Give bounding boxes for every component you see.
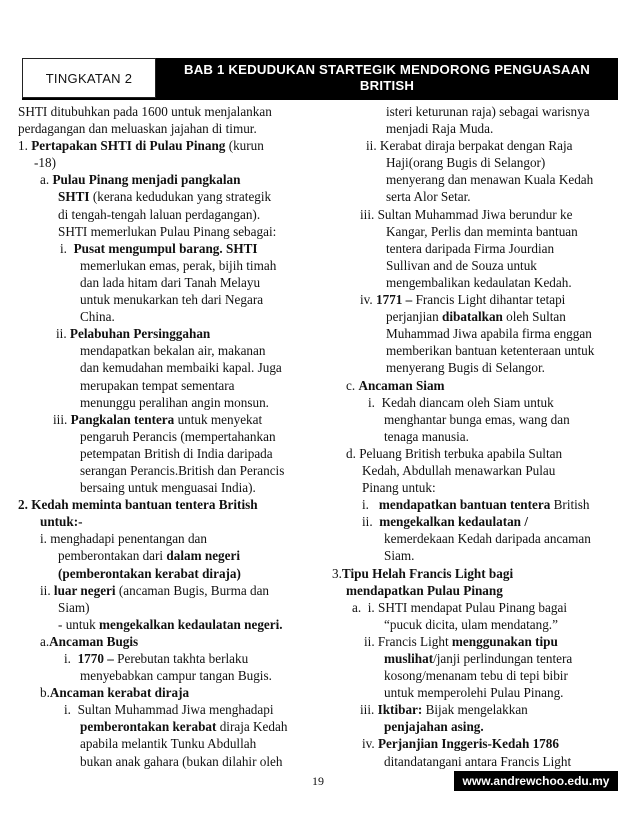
text: Francis Light dihantar tetapi: [415, 292, 566, 308]
item-line: Siam): [58, 599, 90, 615]
text: Kerabat diraja berpakat dengan Raja: [379, 138, 573, 154]
item-title: Ancaman Siam: [358, 377, 445, 393]
item-a-i-heading: [18, 240, 314, 257]
text-line: kemerdekaan Kedah daripada ancaman: [384, 531, 591, 547]
item-line: pengaruh Perancis (mempertahankan: [80, 428, 276, 444]
item-line: [18, 547, 314, 564]
section-1-heading: [18, 137, 314, 154]
text: Peluang British terbuka apabila Sultan: [359, 445, 563, 461]
item-line: merupakan tempat sementara: [80, 377, 235, 393]
item-line: untuk menukarkan teh dari Negara: [80, 292, 264, 308]
text: diraja Kedah: [219, 719, 288, 735]
item-d-i: [332, 496, 624, 513]
text-line: menghantar bunga emas, wang dan: [384, 411, 570, 427]
item-line: apabila melantik Tunku Abdullah: [80, 736, 257, 752]
text: i. SHTI mendapat Pulau Pinang bagai: [367, 599, 567, 615]
item-marker: iv.: [362, 736, 375, 752]
section-title: Pertapakan SHTI di Pulau Pinang: [31, 138, 226, 154]
section-1-line: -18): [34, 155, 56, 171]
text: British: [553, 497, 590, 513]
text: Sultan Muhammad Jiwa menghadapi: [77, 702, 274, 718]
item-line: petempatan British di India daripada: [80, 445, 273, 461]
bold-text: 1771 –: [376, 292, 413, 308]
item-marker: i.: [64, 702, 71, 718]
item-line: China.: [80, 309, 115, 325]
item-marker: i.: [368, 394, 375, 410]
website-banner: [454, 771, 618, 791]
text-line: Kangar, Perlis dan meminta bantuan: [386, 223, 578, 239]
chapter-title-banner: [156, 58, 618, 98]
text: (kerana kedudukan yang strategik: [92, 189, 272, 205]
header-divider: [22, 98, 618, 100]
section-3-line: mendapatkan Pulau Pinang: [346, 582, 503, 598]
item-iii: [332, 206, 624, 223]
website-text: www.andrewchoo.edu.my: [462, 774, 610, 788]
item-2b-heading: [18, 684, 314, 701]
bold-text: dibatalkan: [442, 309, 503, 325]
text-line: untuk memperolehi Pulau Pinang.: [384, 685, 564, 701]
text-line: Muhammad Jiwa apabila firma enggan: [386, 326, 592, 342]
section-number: 2.: [18, 497, 28, 513]
section-2-line: untuk:-: [40, 514, 83, 530]
item-2b-i: [18, 701, 314, 718]
section-3-heading: [332, 565, 624, 582]
item-line: mendapatkan bekalan air, makanan: [80, 343, 266, 359]
text: Kedah diancam oleh Siam untuk: [381, 394, 554, 410]
item-marker: a.: [40, 633, 50, 649]
section-2-heading: [18, 496, 314, 513]
text-line: Pinang untuk:: [362, 480, 436, 496]
bold-text: Iktibar:: [377, 702, 423, 718]
item-title: Pulau Pinang menjadi pangkalan: [52, 172, 241, 188]
text: (ancaman Bugis, Burma dan: [118, 582, 270, 598]
item-a-ii-heading: [18, 325, 314, 342]
bold-text: muslihat: [384, 651, 434, 666]
item-marker: iii.: [360, 702, 375, 718]
item-marker: ii.: [362, 514, 373, 530]
text: untuk menyekat: [177, 411, 263, 427]
text: pemberontakan dari: [58, 548, 164, 564]
item-marker: a.: [352, 599, 362, 615]
item-marker: ii.: [56, 326, 67, 342]
text-line: tenaga manusia.: [384, 428, 469, 444]
bold-text: 1770 –: [77, 651, 114, 666]
bold-text: Perjanjian Inggeris-Kedah 1786: [378, 736, 559, 752]
item-3a-ii: [332, 633, 624, 650]
text-line: Kedah, Abdullah menawarkan Pulau: [362, 462, 556, 478]
section-number: 1.: [18, 138, 28, 154]
item-marker: d.: [346, 445, 356, 461]
text-line: ditandatangani antara Francis Light: [384, 753, 572, 769]
text-line: tentera daripada Firma Jourdian: [386, 240, 555, 256]
item-2a-heading: [18, 633, 314, 650]
text-line: mengembalikan kedaulatan Kedah.: [386, 274, 572, 290]
right-column: [332, 103, 624, 770]
text: perjanjian: [386, 309, 439, 325]
item-iv: [332, 291, 624, 308]
item-a-line: SHTI memerlukan Pulau Pinang sebagai:: [58, 223, 277, 239]
item-d-ii: [332, 513, 624, 530]
bold-text: SHTI: [58, 189, 90, 205]
bold-text: mengekalkan kedaulatan /: [379, 514, 528, 530]
text-line: Haji(orang Bugis di Selangor): [386, 155, 546, 171]
item-marker: c.: [346, 377, 356, 393]
item-title: Pangkalan tentera: [70, 411, 175, 427]
item-marker: i.: [362, 497, 369, 513]
text-line: memberikan bantuan ketenteraan untuk: [386, 343, 595, 359]
chapter-title-line1: BAB 1 KEDUDUKAN STARTEGIK MENDORONG PENGUASAAN: [183, 62, 591, 77]
item-marker: iii.: [53, 411, 68, 427]
text-line: kosong/menanam tebu di tepi bibir: [384, 668, 568, 684]
item-line: [18, 718, 314, 735]
text-line: Sullivan and de Souza untuk: [386, 257, 537, 273]
item-marker: i.: [64, 651, 71, 666]
page-number: 19: [312, 774, 324, 788]
item-marker: iii.: [360, 206, 375, 222]
text-line: “pucuk dicita, ulam mendatang.”: [384, 616, 558, 632]
section-note: (kurun: [228, 138, 264, 154]
item-line: bersaing untuk menguasai India).: [80, 480, 256, 496]
item-a-line: di tengah-tengah laluan perdagangan).: [58, 206, 261, 222]
bold-text: dalam negeri: [166, 548, 241, 564]
item-line: dan kemudahan membaiki kapal. Juga: [80, 360, 282, 376]
item-line: [18, 616, 314, 633]
item-title: Ancaman Bugis: [49, 633, 139, 649]
text-line: isteri keturunan raja) sebagai warisnya: [386, 104, 590, 119]
text: Francis Light: [377, 633, 449, 649]
item-d-heading: [332, 445, 624, 462]
item-line: menunggu peralihan angin monsun.: [80, 394, 269, 410]
text-line: menyerang dan menawan Kuala Kedah: [386, 172, 594, 188]
item-marker: ii.: [40, 582, 51, 598]
item-line: serangan Perancis.British dan Perancis: [80, 462, 285, 478]
item-2-i-heading: i. menghadapi penentangan dan: [40, 531, 207, 547]
text-line: [332, 650, 624, 667]
section-title: Kedah meminta bantuan tentera British: [31, 497, 258, 513]
text: Bijak mengelakkan: [425, 702, 528, 718]
item-3a-iii: [332, 701, 624, 718]
form-level-label: [22, 58, 156, 98]
item-title: Ancaman kerabat diraja: [49, 685, 190, 701]
item-line: (pemberontakan kerabat diraja): [58, 565, 241, 581]
item-marker: i.: [60, 240, 67, 256]
item-a-line: [18, 188, 314, 205]
text-line: menjadi Raja Muda.: [386, 121, 494, 137]
text: /janji perlindungan tentera: [433, 651, 573, 666]
form-level-text: TINGKATAN 2: [45, 70, 133, 86]
section-number: 3.: [332, 565, 342, 581]
item-c-i: [332, 394, 624, 411]
chapter-title-line2: BRITISH: [359, 78, 415, 93]
left-column: [18, 103, 314, 770]
item-a-heading: [18, 171, 314, 188]
item-line: memerlukan emas, perak, bijih timah: [80, 257, 277, 273]
item-2-ii-heading: [18, 582, 314, 599]
bold-text: luar negeri: [53, 582, 116, 598]
item-marker: b.: [40, 685, 50, 701]
item-title: Pelabuhan Persinggahan: [69, 326, 211, 342]
text: Sultan Muhammad Jiwa berundur ke: [377, 206, 573, 222]
text-line: menyerang Bugis di Selangor.: [386, 360, 545, 376]
text-line: [332, 308, 624, 325]
item-2a-i: [18, 650, 314, 667]
bold-text: mengekalkan kedaulatan negeri.: [99, 616, 283, 632]
bold-text: pemberontakan kerabat: [80, 719, 217, 735]
item-3a-iv: [332, 735, 624, 752]
bold-text: menggunakan tipu: [451, 633, 558, 649]
item-marker: ii.: [366, 138, 377, 154]
text: Perebutan takhta berlaku: [117, 651, 249, 666]
intro-line: SHTI ditubuhkan pada 1600 untuk menjalankan: [18, 104, 272, 119]
item-3a: [332, 599, 624, 616]
text: oleh Sultan: [506, 309, 566, 325]
item-marker: ii.: [364, 633, 375, 649]
section-title: Tipu Helah Francis Light bagi: [341, 565, 514, 581]
item-title: Pusat mengumpul barang. SHTI: [73, 240, 258, 256]
item-marker: iv.: [360, 292, 373, 308]
item-marker: a.: [40, 172, 50, 188]
item-c-heading: [332, 377, 624, 394]
intro-line: perdagangan dan meluaskan jajahan di timur.: [18, 121, 257, 137]
item-a-iii-heading: [18, 411, 314, 428]
text-line: Siam.: [384, 548, 415, 564]
text: - untuk: [58, 616, 96, 632]
text-line: penjajahan asing.: [384, 719, 484, 735]
item-line: dan lada hitam dari Tanah Melayu: [80, 274, 261, 290]
item-line: menyebabkan campur tangan Bugis.: [80, 668, 272, 684]
bold-text: mendapatkan bantuan tentera: [378, 497, 551, 513]
item-line: bukan anak gahara (bukan dilahir oleh: [80, 753, 283, 769]
text-line: serta Alor Setar.: [386, 189, 471, 205]
item-ii: [332, 137, 624, 154]
